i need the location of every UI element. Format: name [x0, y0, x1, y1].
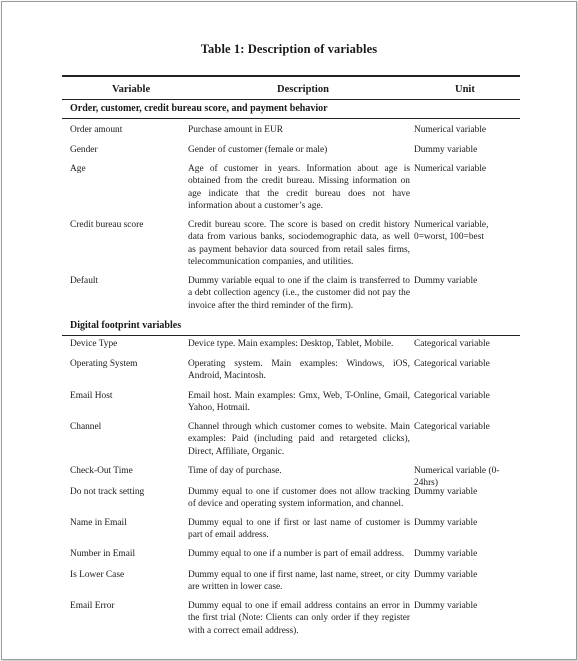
- cell-variable: Order amount: [70, 125, 123, 135]
- cell-variable: Channel: [70, 422, 102, 432]
- cell-variable: Email Host: [70, 391, 113, 401]
- cell-variable: Email Error: [70, 601, 115, 611]
- cell-variable: Operating System: [70, 359, 138, 369]
- cell-unit: Numerical variable: [414, 164, 487, 174]
- header-variable: Variable: [112, 84, 151, 95]
- cell-description: Channel through which customer comes to website. Main examples: Paid (including paid and retargeted clicks), Direct, Affiliate, Organic.: [188, 422, 410, 457]
- cell-description: Dummy equal to one if first or last name of customer is part of email address.: [188, 518, 410, 541]
- cell-unit: Dummy variable: [414, 549, 478, 559]
- cell-variable: Name in Email: [70, 518, 127, 528]
- cell-description: Age of customer in years. Information about age is obtained from the credit bureau. Missing information on age indicate that the credit bureau does not have information about a customer’s age.: [188, 164, 410, 211]
- cell-unit: Dummy variable: [414, 487, 478, 497]
- cell-description: Email host. Main examples: Gmx, Web, T-Online, Gmail, Yahoo, Hotmail.: [188, 391, 410, 414]
- cell-description: Time of day of purchase.: [188, 466, 282, 476]
- cell-description: Dummy variable equal to one if the claim is transferred to a debt collection agency (i.e., the customer did not pay the invoice after the third reminder of the firm).: [188, 276, 410, 311]
- cell-unit: Dummy variable: [414, 518, 478, 528]
- section-heading: Digital footprint variables: [70, 320, 182, 331]
- cell-unit: Dummy variable: [414, 570, 478, 580]
- cell-unit: Dummy variable: [414, 145, 478, 155]
- cell-description: Operating system. Main examples: Windows, iOS, Android, Macintosh.: [188, 359, 410, 382]
- cell-description: Device type. Main examples: Desktop, Tablet, Mobile.: [188, 339, 394, 349]
- cell-variable: Credit bureau score: [70, 220, 144, 230]
- cell-unit: Numerical variable: [414, 125, 487, 135]
- cell-variable: Default: [70, 276, 99, 286]
- header-rule: [62, 99, 520, 100]
- cell-description: Purchase amount in EUR: [188, 125, 284, 135]
- cell-variable: Check-Out Time: [70, 466, 133, 476]
- section-heading: Order, customer, credit bureau score, and payment behavior: [70, 103, 328, 114]
- cell-unit: Categorical variable: [414, 359, 490, 369]
- cell-description: Dummy equal to one if email address contains an error in the first trial (Note: Clients can only order if they register with a correct email address).: [188, 601, 410, 636]
- cell-variable: Device Type: [70, 339, 118, 349]
- header-unit: Unit: [455, 84, 475, 95]
- cell-description: Dummy equal to one if first name, last name, street, or city are written in lower case.: [188, 570, 410, 593]
- cell-description: Dummy equal to one if customer does not allow tracking of device and operating system information, and channel.: [188, 487, 410, 510]
- cell-unit: Categorical variable: [414, 391, 490, 401]
- cell-unit: Dummy variable: [414, 601, 478, 611]
- section-rule: [62, 118, 520, 119]
- cell-variable: Age: [70, 164, 86, 174]
- cell-description: Dummy equal to one if a number is part of email address.: [188, 549, 405, 559]
- cell-description: Gender of customer (female or male): [188, 145, 328, 155]
- table-title: Table 1: Description of variables: [200, 42, 378, 56]
- cell-unit: Numerical variable, 0=worst, 100=best: [414, 220, 489, 243]
- cell-unit: Dummy variable: [414, 276, 478, 286]
- cell-unit: Categorical variable: [414, 422, 490, 432]
- cell-unit: Categorical variable: [414, 339, 490, 349]
- top-rule: [62, 75, 520, 77]
- cell-variable: Gender: [70, 145, 98, 155]
- cell-description: Credit bureau score. The score is based on credit history data from various banks, sociodemographic data, as well as payment behavior data sourced from retail sales firms, telecommunication companies, and utilities.: [188, 220, 410, 267]
- header-description: Description: [277, 84, 329, 95]
- cell-unit: Numerical variable (0-24hrs): [414, 466, 500, 489]
- cell-variable: Number in Email: [70, 549, 136, 559]
- cell-variable: Is Lower Case: [70, 570, 125, 580]
- section-rule: [62, 335, 520, 336]
- cell-variable: Do not track setting: [70, 487, 145, 497]
